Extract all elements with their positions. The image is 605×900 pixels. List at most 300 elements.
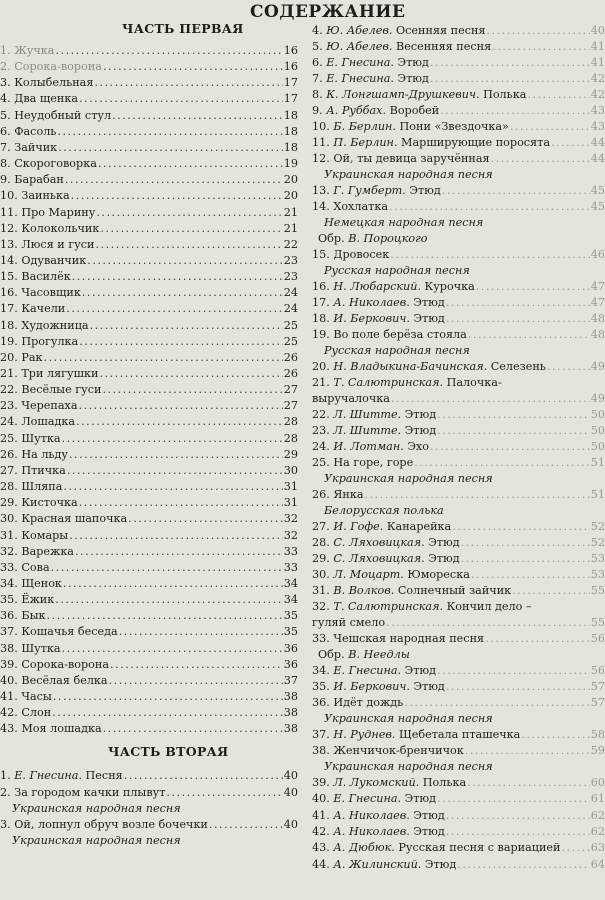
toc-entry[interactable] [0,398,298,414]
entry-author: А. Дюбюк [333,841,392,855]
toc-entry[interactable] [0,140,298,156]
entry-title: 42. А. Николаев. Этюд [312,824,445,838]
leader-dots [44,350,283,366]
toc-entry[interactable] [0,124,298,140]
entry-title: 41. Часы [0,690,52,703]
leader-dots [414,455,590,471]
page-number: 47 [590,280,605,293]
leader-dots [512,583,590,599]
toc-entry[interactable] [0,768,298,784]
entry-title: 39. Л. Лукомский. Полька [312,776,467,789]
page-title: СОДЕРЖАНИЕ [250,2,406,22]
page-number: 42 [590,72,605,85]
entry-title: 6. Фасоль [0,124,57,138]
leader-dots [55,592,282,608]
leader-dots [527,87,589,103]
leader-dots [90,318,283,334]
toc-entry[interactable] [312,375,605,391]
entry-title: 23. Черепаха [0,399,78,413]
toc-entry[interactable] [312,840,605,856]
entry-author: А. Николаев [333,808,407,822]
toc-entry[interactable] [0,624,298,640]
page-number: 34 [283,593,298,607]
page-number: 51 [590,488,605,501]
entry-title: 27. И. Гофе. Канарейка [312,520,452,533]
page-number: 62 [590,824,605,838]
leader-dots [389,199,590,215]
toc-entry[interactable] [312,679,605,695]
leader-dots [103,59,283,75]
page-number: 56 [590,664,605,677]
toc-entry[interactable] [312,455,605,471]
entry-title: 5. Ю. Абелев. Весенняя песня [312,40,492,53]
entry-author: Л. Моцарт [333,568,401,581]
toc-entry[interactable] [312,327,605,343]
entry-subtitle: Украинская народная песня [324,472,493,485]
toc-entry[interactable] [0,269,298,285]
toc-entry[interactable] [0,511,298,527]
page-number: 28 [283,431,298,445]
entry-title: 28. С. Ляховицкая. Этюд [312,536,460,549]
toc-entry[interactable] [0,334,298,350]
entry-author: К. Лонгшамп-Друшкевич [326,88,476,101]
page-number: 22 [283,237,298,251]
leader-dots [209,817,283,833]
leader-dots [96,205,282,221]
toc-entry[interactable] [312,103,605,119]
page-number: 33 [283,544,298,558]
page-number: 23 [283,253,298,267]
toc-entry[interactable] [312,824,605,840]
toc-entry[interactable] [312,631,605,647]
toc-entry[interactable] [312,247,605,263]
toc-entry[interactable] [312,808,605,824]
leader-dots [75,544,283,560]
entry-title: 9. Барабан [0,173,64,187]
page-number: 18 [283,108,298,122]
entry-title: 25. На горе, горе [312,456,414,469]
leader-dots [128,511,283,527]
toc-entry[interactable] [0,108,298,124]
entry-subtitle: Русская народная песня [324,264,470,277]
entry-author: Б. Берлин [333,120,393,133]
entry-title: 38. Женчичок-бренчичок [312,744,464,757]
entry-author: А. Николаев [333,296,407,309]
leader-dots [57,124,282,140]
toc-entry[interactable] [0,721,298,737]
leader-dots [551,135,590,151]
page-number: 24 [283,286,298,300]
leader-dots [386,615,590,631]
leader-dots [471,567,590,583]
page-number: 52 [590,520,605,533]
toc-entry[interactable] [0,205,298,221]
toc-entry[interactable] [0,43,298,59]
page-number: 18 [283,140,298,154]
toc-entry[interactable] [312,23,605,39]
entry-title: 20. Рак [0,350,43,364]
entry-title: 17. А. Николаев. Этюд [312,296,445,309]
leader-dots [390,247,589,263]
entry-title: 26. Янка [312,488,364,501]
toc-entry[interactable] [0,172,298,188]
leader-dots [391,391,590,407]
leader-dots [446,295,590,311]
page-number: 64 [590,857,605,871]
page-number: 50 [590,424,605,437]
toc-entry[interactable] [312,695,605,711]
page-number: 31 [283,496,298,510]
leader-dots [437,423,590,439]
leader-dots [66,301,282,317]
entry-title: 4. Ю. Абелев. Осенняя песня [312,24,486,37]
toc-entry[interactable] [312,71,605,87]
toc-entry[interactable] [0,59,298,75]
toc-entry[interactable] [0,447,298,463]
page-number: 32 [283,512,298,526]
leader-dots [82,285,283,301]
toc-entry[interactable] [312,119,605,135]
toc-entry[interactable] [312,551,605,567]
entry-author: Н. Руднев [333,728,392,741]
entry-subtitle: Украинская народная песня [12,834,181,847]
toc-entry[interactable] [0,237,298,253]
entry-author: С. Ляховицкая [333,552,422,565]
page-number: 56 [590,632,605,645]
toc-entry[interactable] [0,350,298,366]
page-number: 57 [590,696,605,709]
toc-entry[interactable] [0,641,298,657]
leader-dots [437,407,590,423]
entry-title: 6. Е. Гнесина. Этюд [312,56,429,69]
page-number: 53 [590,552,605,565]
toc-entry[interactable] [312,439,605,455]
entry-title: 32. Варежка [0,544,74,558]
leader-dots [58,140,283,156]
leader-dots [476,279,590,295]
entry-title: 30. Л. Моцарт. Юмореска [312,568,470,581]
page-number: 61 [590,792,605,806]
leader-dots [440,103,589,119]
entry-author: Т. Салютринская [333,600,440,613]
leader-dots [492,39,590,55]
page-number: 38 [283,722,298,736]
toc-entry[interactable] [0,592,298,608]
entry-author: В. Волков [333,584,391,597]
leader-dots [71,188,283,204]
entry-title: 27. Птичка [0,463,66,477]
toc-entry[interactable] [312,279,605,295]
toc-entry[interactable] [312,775,605,791]
toc-entry[interactable] [312,359,605,375]
entry-title: 3. Ой, лопнул обруч возле бочечки [0,818,208,831]
entry-title: 2. Сорока-ворона [0,60,102,74]
entry-title: 12. Ой, ты девица заручённая [312,152,490,165]
entry-title: 19. Прогулка [0,334,79,348]
page-number: 40 [283,818,298,831]
toc-entry[interactable] [0,785,298,801]
leader-dots [69,447,283,463]
leader-dots [87,253,282,269]
toc-entry[interactable] [312,423,605,439]
entry-title: 39. Сорока-ворона [0,657,110,671]
toc-entry[interactable] [0,366,298,382]
entry-title: 19. Во поле берёза стояла [312,328,467,341]
entry-author: И. Лотман [333,440,401,453]
leader-dots [166,785,282,801]
toc-entry[interactable] [312,599,605,615]
part1-heading: ЧАСТЬ ПЕРВАЯ [122,21,244,36]
entry-title: 31. В. Волков. Солнечный зайчик [312,584,512,597]
entry-subtitle: Украинская народная песня [324,168,493,181]
leader-dots [112,108,283,124]
entry-title: 42. Слон [0,706,52,720]
page-number: 38 [283,706,298,720]
toc-entry[interactable] [0,382,298,398]
page-number: 24 [283,302,298,316]
page-number: 29 [283,447,298,461]
page-number: 35 [283,625,298,639]
entry-subtitle: Немецкая народная песня [324,216,484,229]
toc-entry[interactable] [0,817,298,833]
entry-title: 1. Жучка [0,44,55,57]
page-number: 26 [283,350,298,364]
toc-entry[interactable] [312,199,605,215]
leader-dots [79,398,283,414]
page-number: 49 [590,392,605,405]
page-number: 27 [283,383,298,397]
toc-entry[interactable] [312,407,605,423]
entry-title: 35. Ёжик [0,593,55,607]
toc-entry[interactable] [312,135,605,151]
leader-dots [461,535,590,551]
entry-title: 41. А. Николаев. Этюд [312,808,445,822]
entry-subtitle: Украинская народная песня [324,712,493,725]
entry-title: 10. Б. Берлин. Пони «Звездочка» [312,120,509,133]
toc-entry[interactable] [312,87,605,103]
entry-title: 33. Сова [0,560,50,574]
page-number: 52 [590,536,605,549]
toc-entry[interactable] [312,743,605,759]
toc-entry[interactable] [0,608,298,624]
entry-author: Н. Любарский [333,280,418,293]
toc-entry[interactable] [312,615,605,631]
toc-entry[interactable] [0,560,298,576]
leader-dots [461,551,590,567]
page-number: 18 [283,124,298,138]
entry-author: А. Николаев [333,824,407,838]
toc-entry[interactable] [312,183,605,199]
entry-title: 43. Моя лошадка [0,722,102,736]
leader-dots [100,221,282,237]
entry-author: Е. Гнесина [326,72,391,85]
leader-dots [55,43,282,59]
toc-entry[interactable] [0,75,298,91]
entry-title: 14. Хохлатка [312,200,388,213]
page-number: 49 [590,360,605,373]
toc-entry[interactable] [312,311,605,327]
toc-entry[interactable] [312,151,605,167]
page-number: 42 [590,88,605,101]
leader-dots [446,311,590,327]
page-number: 17 [283,76,298,90]
toc-entry[interactable] [312,55,605,71]
entry-title: 11. П. Берлин. Марширующие поросята [312,136,550,149]
arranger-line: Обр. В. Пороцкого [318,232,428,245]
entry-author: С. Ляховицкая [333,536,422,549]
toc-entry[interactable] [0,285,298,301]
toc-entry[interactable] [312,39,605,55]
entry-title: 20. Н. Владыкина-Бачинская. Селезень [312,360,546,373]
page-number: 37 [283,673,298,687]
leader-dots [485,631,590,647]
entry-title: 4. Два щенка [0,92,78,106]
page-number: 55 [590,616,605,629]
page-number: 50 [590,440,605,453]
entry-title: 24. Лошадка [0,415,76,429]
page-number: 34 [283,576,298,590]
entry-title: 38. Шутка [0,641,61,655]
toc-entry[interactable] [0,253,298,269]
entry-title: 18. И. Беркович. Этюд [312,312,445,325]
toc-entry[interactable] [0,479,298,495]
entry-title: 15. Василёк [0,270,71,284]
toc-entry[interactable] [0,495,298,511]
toc-entry[interactable] [312,663,605,679]
page-number: 62 [590,808,605,822]
page-number: 47 [590,296,605,309]
entry-title: 29. Кисточка [0,496,78,510]
entry-author: Е. Гнесина [326,56,391,69]
leader-dots [467,775,590,791]
toc-entry[interactable] [0,576,298,592]
toc-entry[interactable] [0,301,298,317]
entry-title: 7. Зайчик [0,140,58,154]
toc-entry[interactable] [312,567,605,583]
toc-entry[interactable] [0,528,298,544]
entry-title: 13. Г. Гумберт. Этюд [312,184,441,197]
entry-title: 24. И. Лотман. Эхо [312,440,429,453]
entry-title: 1. Е. Гнесина. Песня [0,769,123,782]
leader-dots [452,519,590,535]
toc-entry[interactable] [312,583,605,599]
leader-dots [99,366,282,382]
entry-title: 16. Часовщик [0,286,81,300]
toc-entry[interactable] [0,414,298,430]
entry-author: Л. Лукомский [333,776,416,789]
toc-entry[interactable] [312,391,605,407]
page-number: 55 [590,584,605,597]
entry-title: выручалочка [312,392,390,405]
leader-dots [103,721,283,737]
entry-title: 34. Е. Гнесина. Этюд [312,664,437,677]
leader-dots [67,463,283,479]
toc-entry[interactable] [0,318,298,334]
entry-title: 21. Три лягушки [0,367,99,380]
leader-dots [51,560,283,576]
page-number: 46 [590,248,605,261]
toc-entry[interactable] [312,295,605,311]
toc-entry[interactable] [0,156,298,172]
page-number: 63 [590,841,605,855]
page-number: 36 [283,657,298,671]
page-number: 16 [283,44,298,57]
leader-dots [404,695,589,711]
page-number: 20 [283,189,298,203]
leader-dots [491,151,590,167]
entry-title: 36. Идёт дождь [312,696,404,709]
page-number: 51 [590,456,605,469]
toc-entry[interactable] [312,535,605,551]
leader-dots [446,824,590,840]
toc-entry[interactable] [312,519,605,535]
entry-title: 44. А. Жилинский. Этюд [312,857,457,871]
entry-title: 40. Весёлая белка [0,673,108,687]
toc-entry[interactable] [312,791,605,807]
page-number: 57 [590,680,605,693]
entry-title: 7. Е. Гнесина. Этюд [312,72,429,85]
leader-dots [124,768,283,784]
entry-author: Н. Владыкина-Бачинская [333,360,484,373]
toc-entry[interactable] [0,431,298,447]
page-number: 33 [283,560,298,574]
entry-author: Ю. Абелев [326,40,389,53]
toc-entry[interactable] [0,91,298,107]
leader-dots [46,608,282,624]
toc-entry[interactable] [312,487,605,503]
leader-dots [468,327,590,343]
page-number: 30 [283,463,298,477]
toc-entry[interactable] [0,673,298,689]
entry-title: 34. Щенок [0,576,62,590]
entry-title: 32. Т. Салютринская. Кончил дело – [312,600,532,613]
entry-title: 8. Скороговорка [0,157,97,171]
page-number: 16 [283,60,298,74]
page-number: 26 [283,367,298,380]
entry-title: 33. Чешская народная песня [312,632,485,645]
page-number: 45 [590,200,605,213]
entry-title: 14. Одуванчик [0,253,87,267]
leader-dots [510,119,590,135]
entry-subtitle: Украинская народная песня [12,802,181,815]
toc-entry[interactable] [312,857,605,873]
entry-author: Е. Гнесина [333,664,398,677]
leader-dots [109,673,283,689]
toc-entry[interactable] [0,705,298,721]
leader-dots [457,857,589,873]
entry-title: 23. Л. Шитте. Этюд [312,424,437,437]
leader-dots [365,487,590,503]
entry-title: 40. Е. Гнесина. Этюд [312,792,437,806]
page-number: 19 [283,157,298,171]
leader-dots [65,172,283,188]
toc-entry[interactable] [312,727,605,743]
toc-entry[interactable] [0,657,298,673]
toc-entry[interactable] [0,463,298,479]
leader-dots [430,439,590,455]
toc-entry[interactable] [0,221,298,237]
leader-dots [98,156,283,172]
entry-title: 8. К. Лонгшамп-Друшкевич. Полька [312,88,527,101]
page-number: 23 [283,270,298,284]
toc-entry[interactable] [0,188,298,204]
toc-entry[interactable] [0,544,298,560]
page-number: 40 [590,24,605,37]
entry-title: 43. А. Дюбюк. Русская песня с вариацией [312,841,561,855]
toc-entry[interactable] [0,689,298,705]
leader-dots [110,657,283,673]
leader-dots [94,75,282,91]
